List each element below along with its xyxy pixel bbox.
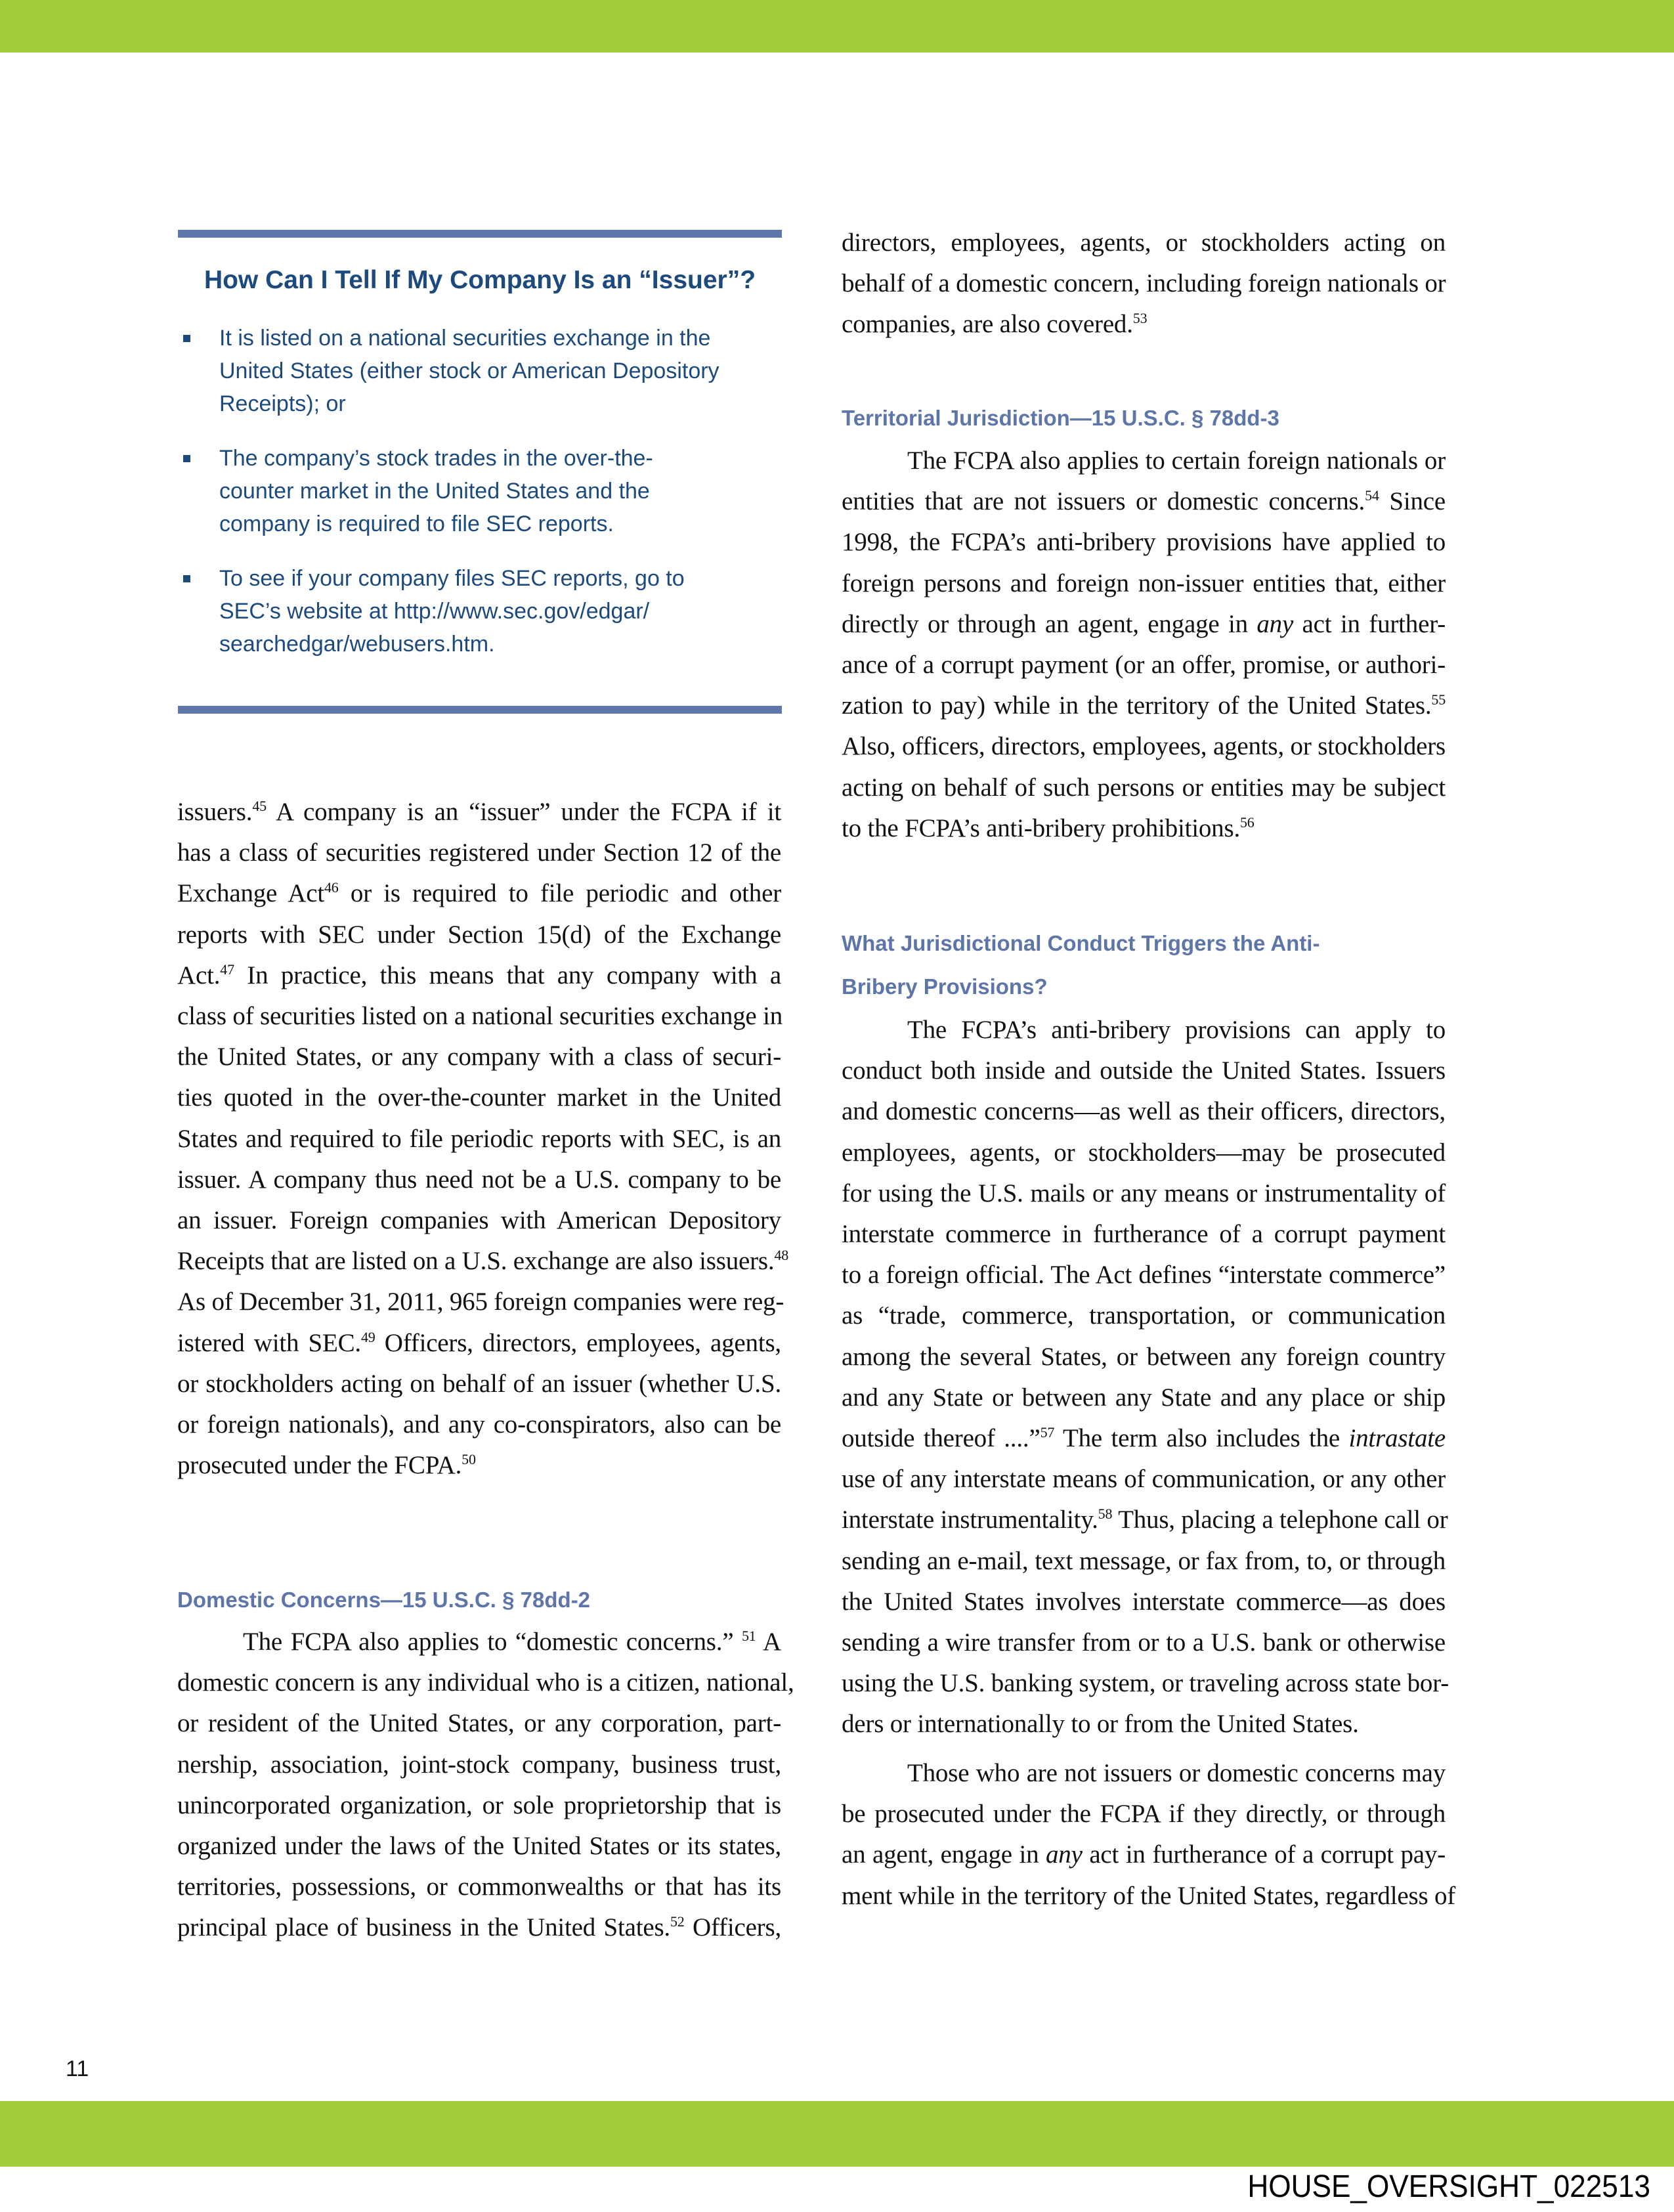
body-text-line: ance of a corrupt payment (or an offer, promise, or authori- (842, 651, 1446, 679)
body-text-line: territories, possessions, or commonwealths or that has its (177, 1873, 781, 1901)
territorial-jurisdiction-heading: Territorial Jurisdiction—15 U.S.C. § 78dd-3 (842, 406, 1279, 430)
body-text-line: interstate commerce in furtherance of a corrupt payment (842, 1220, 1446, 1248)
body-text-line: has a class of securities registered under Section 12 of the (177, 838, 781, 867)
body-text-line: unincorporated organization, or sole proprietorship that is (177, 1790, 781, 1819)
bullet-line: The company’s stock trades in the over-the- (219, 446, 653, 471)
body-text-line: Also, officers, directors, employees, agents, or stockholders (842, 732, 1446, 761)
body-text-line: employees, agents, or stockholders—may be prosecuted (842, 1138, 1446, 1167)
body-text-line: Exchange Act$^{46}$ or is required to file periodic and other (177, 879, 781, 908)
body-text-line: and domestic concerns—as well as their officers, directors, (842, 1097, 1446, 1126)
body-text-line: or stockholders acting on behalf of an issuer (whether U.S. (177, 1369, 781, 1398)
footnote-ref[interactable]: 54 (1365, 487, 1379, 504)
footnote-ref[interactable]: 49 (360, 1328, 376, 1345)
body-text-line: issuers.$^{45}$ A company is an “issuer” under the FCPA if it (177, 798, 781, 826)
body-text-line: outside thereof ....”$^{57}$ The term also includes the intrastate (842, 1424, 1446, 1452)
body-text-line: be prosecuted under the FCPA if they directly, or through (842, 1800, 1446, 1829)
bullet-line: To see if your company files SEC reports, go to (219, 566, 685, 591)
body-text-line: Those who are not issuers or domestic concerns may (907, 1759, 1446, 1787)
footnote-ref[interactable]: 52 (670, 1913, 685, 1930)
conduct-heading-line: What Jurisdictional Conduct Triggers the Anti- (842, 931, 1320, 955)
bullet-line: It is listed on a national securities exchange in the (219, 326, 711, 351)
bullet-line: Receipts); or (219, 391, 346, 416)
footnote-ref[interactable]: 53 (1132, 310, 1148, 327)
body-text-line: ties quoted in the over-the-counter market in the United (177, 1083, 781, 1112)
body-text-line: directly or through an agent, engage in any act in further- (842, 609, 1446, 638)
footnote-ref[interactable]: 56 (1240, 813, 1255, 831)
sidebar-top-rule (178, 230, 782, 238)
page-number: 11 (66, 2056, 89, 2081)
footnote-ref[interactable]: 55 (1431, 691, 1446, 708)
body-text-line: an issuer. Foreign companies with American Depository (177, 1206, 781, 1234)
footnote-ref[interactable]: 48 (774, 1247, 789, 1264)
sidebar-title: How Can I Tell If My Company Is an “Issuer”? (204, 266, 756, 294)
body-text-line: The FCPA also applies to “domestic concerns.” $^{51}$ A (243, 1628, 781, 1656)
body-text-line: organized under the laws of the United States or its states, (177, 1832, 781, 1860)
body-text-line: among the several States, or between any foreign country (842, 1342, 1446, 1371)
footer-color-band (0, 2101, 1674, 2167)
body-text-line: reports with SEC under Section 15(d) of the Exchange (177, 920, 781, 949)
body-text-line: the United States involves interstate commerce—as does (842, 1587, 1446, 1616)
body-text-line: or foreign nationals), and any co-conspirators, also can be (177, 1410, 781, 1439)
footnote-ref[interactable]: 51 (742, 1628, 756, 1644)
body-text-line: to a foreign official. The Act defines “interstate commerce” (842, 1261, 1446, 1290)
body-text-line: Act.$^{47}$ In practice, this means that any company with a (177, 961, 781, 989)
body-text-line: Receipts that are listed on a U.S. exchange are also issuers.$^{48}$ (177, 1247, 789, 1276)
body-text-line: prosecuted under the FCPA.$^{50}$ (177, 1451, 476, 1480)
body-text-line: companies, are also covered.$^{53}$ (842, 310, 1148, 339)
body-text-line: class of securities listed on a national securities exchange in (177, 1002, 783, 1030)
conduct-heading-line: Bribery Provisions? (842, 974, 1048, 999)
body-text-line: sending an e-mail, text message, or fax from, to, or through (842, 1546, 1446, 1575)
square-bullet-icon (183, 335, 190, 342)
body-text-line: 1998, the FCPA’s anti-bribery provisions have applied to (842, 528, 1446, 557)
body-text-line: issuer. A company thus need not be a U.S. company to be (177, 1165, 781, 1194)
bates-stamp: HOUSE_OVERSIGHT_022513 (1247, 2169, 1650, 2204)
body-text-line: the United States, or any company with a class of securi- (177, 1043, 781, 1072)
body-text-line: domestic concern is any individual who is a citizen, national, (177, 1668, 794, 1697)
body-text-line: foreign persons and foreign non-issuer entities that, either (842, 569, 1446, 597)
footnote-ref[interactable]: 58 (1098, 1506, 1113, 1523)
emphasis-text: any (1046, 1840, 1083, 1869)
body-text-line: for using the U.S. mails or any means or instrumentality of (842, 1179, 1446, 1207)
bullet-line: United States (either stock or American Depository (219, 358, 719, 383)
emphasis-text: any (1256, 609, 1294, 638)
bullet-line[interactable]: SEC’s website at http://www.sec.gov/edgar/ (219, 599, 650, 624)
body-text-line: an agent, engage in any act in furtherance of a corrupt pay- (842, 1840, 1446, 1869)
body-text-line: or resident of the United States, or any corporation, part- (177, 1709, 781, 1738)
body-text-line: to the FCPA’s anti-bribery prohibitions.$^{56}$ (842, 813, 1255, 842)
square-bullet-icon (183, 455, 190, 462)
body-text-line: zation to pay) while in the territory of the United States.$^{55}$ (842, 691, 1446, 720)
body-text-line: ment while in the territory of the United States, regardless of (842, 1881, 1456, 1910)
body-text-line: behalf of a domestic concern, including foreign nationals or (842, 269, 1446, 298)
body-text-line: as “trade, commerce, transportation, or communication (842, 1301, 1446, 1330)
sidebar-bottom-rule (178, 706, 782, 714)
body-text-line: The FCPA’s anti-bribery provisions can apply to (907, 1016, 1446, 1044)
body-text-line: ders or internationally to or from the United States. (842, 1710, 1359, 1739)
bullet-line: company is required to file SEC reports. (219, 511, 614, 536)
footnote-ref[interactable]: 45 (252, 798, 267, 814)
body-text-line: The FCPA also applies to certain foreign nationals or (907, 446, 1446, 475)
bullet-line[interactable]: searchedgar/webusers.htm. (219, 632, 495, 657)
body-text-line: principal place of business in the United States.$^{52}$ Officers, (177, 1913, 781, 1942)
square-bullet-icon (183, 575, 190, 582)
footnote-ref[interactable]: 47 (220, 961, 234, 978)
footnote-ref[interactable]: 57 (1040, 1424, 1055, 1441)
body-text-line: acting on behalf of such persons or entities may be subject (842, 773, 1446, 802)
body-text-line: use of any interstate means of communication, or any other (842, 1465, 1446, 1494)
body-text-line: using the U.S. banking system, or traveling across state bor- (842, 1669, 1449, 1698)
body-text-line: sending a wire transfer from or to a U.S. bank or otherwise (842, 1628, 1446, 1657)
footnote-ref[interactable]: 50 (461, 1451, 476, 1468)
bullet-line: counter market in the United States and the (219, 479, 650, 504)
domestic-concerns-heading: Domestic Concerns—15 U.S.C. § 78dd-2 (177, 1588, 591, 1612)
emphasis-text: intrastate (1348, 1424, 1446, 1452)
body-text-line: directors, employees, agents, or stockholders acting on (842, 228, 1446, 257)
footnote-ref[interactable]: 46 (324, 879, 339, 896)
body-text-line: nership, association, joint-stock company, business trust, (177, 1750, 781, 1779)
body-text-line: istered with SEC.$^{49}$ Officers, directors, employees, agents, (177, 1328, 781, 1357)
body-text-line: States and required to file periodic reports with SEC, is an (177, 1124, 781, 1153)
body-text-line: interstate instrumentality.$^{58}$ Thus, placing a telephone call or (842, 1506, 1448, 1534)
body-text-line: and any State or between any State and any place or ship (842, 1383, 1446, 1412)
issuer-sidebar-box (178, 230, 782, 716)
body-text-line: conduct both inside and outside the United States. Issuers (842, 1056, 1446, 1085)
body-text-line: As of December 31, 2011, 965 foreign companies were reg- (177, 1288, 784, 1316)
header-color-band (0, 0, 1674, 53)
body-text-line: entities that are not issuers or domestic concerns.$^{54}$ Since (842, 487, 1446, 516)
